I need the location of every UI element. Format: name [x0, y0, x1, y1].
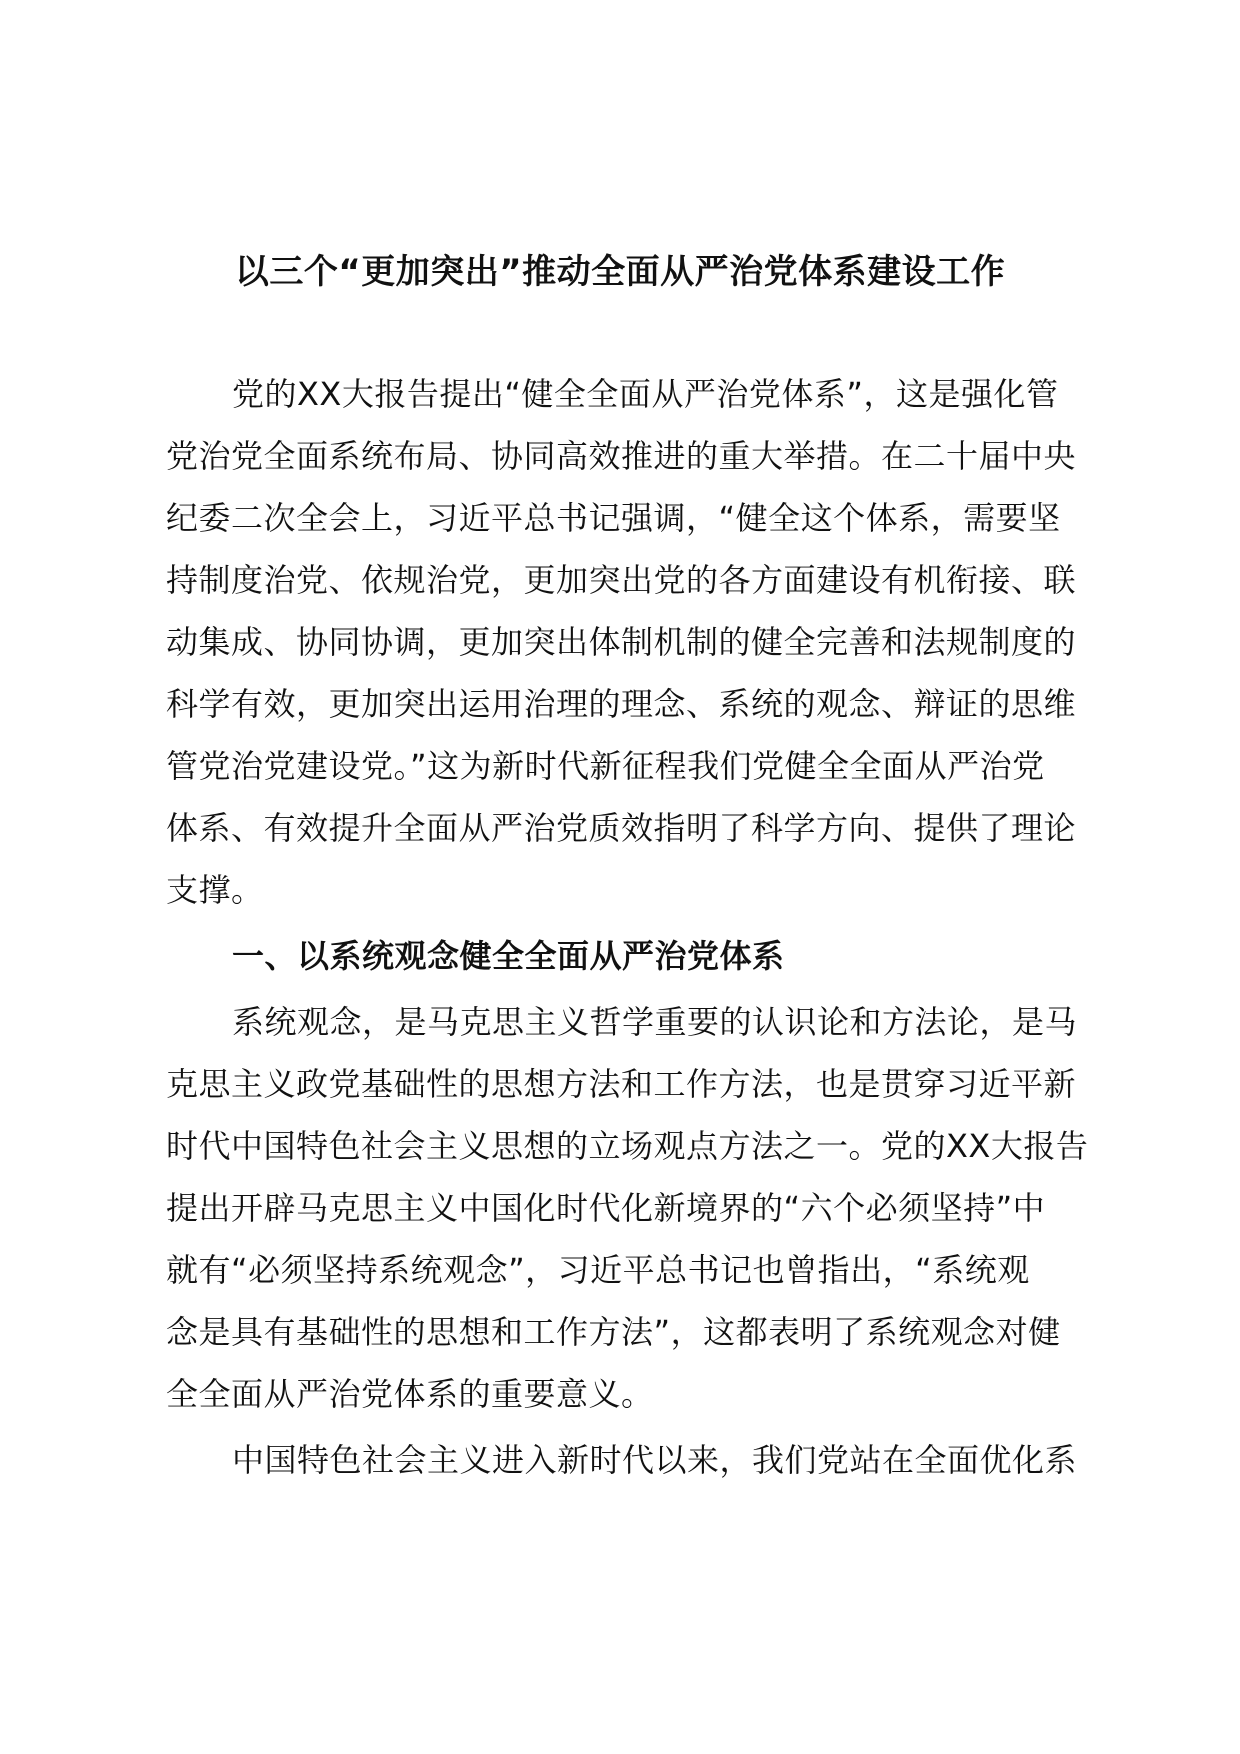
paragraph-2-line-1: 系统观念，是马克思主义哲学重要的认识论和方法论，是马 [232, 1003, 1078, 1041]
paragraph-1-line-8: 体系、有效提升全面从严治党质效指明了科学方向、提供了理论 [166, 809, 1077, 847]
paragraph-1-line-2: 党治党全面系统布局、协同高效推进的重大举措。在二十届中央 [166, 437, 1077, 475]
paragraph-1-line-4: 持制度治党、依规治党，更加突出党的各方面建设有机衔接、联 [166, 561, 1077, 599]
paragraph-1-line-1: 党的XX大报告提出“健全全面从严治党体系”，这是强化管 [232, 375, 1059, 413]
paragraph-2-line-3: 时代中国特色社会主义思想的立场观点方法之一。党的XX大报告 [166, 1127, 1089, 1165]
paragraph-2-line-4: 提出开辟马克思主义中国化时代化新境界的“六个必须坚持”中 [166, 1189, 1046, 1227]
section-heading-1: 一、以系统观念健全全面从严治党体系 [232, 937, 785, 975]
paragraph-1-line-9: 支撑。 [166, 871, 264, 909]
paragraph-1-line-7: 管党治党建设党。”这为新时代新征程我们党健全全面从严治党 [166, 747, 1045, 785]
paragraph-2-line-5: 就有“必须坚持系统观念”，习近平总书记也曾指出，“系统观 [166, 1251, 1030, 1289]
paragraph-2-line-6: 念是具有基础性的思想和工作方法”，这都表明了系统观念对健 [166, 1313, 1061, 1351]
paragraph-1-line-5: 动集成、协同协调，更加突出体制机制的健全完善和法规制度的 [166, 623, 1077, 661]
paragraph-2-line-2: 克思主义政党基础性的思想方法和工作方法，也是贯穿习近平新 [166, 1065, 1077, 1103]
paragraph-2-line-7: 全全面从严治党体系的重要意义。 [166, 1375, 654, 1413]
paragraph-1-line-3: 纪委二次全会上，习近平总书记强调，“健全这个体系，需要坚 [166, 499, 1061, 537]
paragraph-3-line-1: 中国特色社会主义进入新时代以来，我们党站在全面优化系 [232, 1441, 1078, 1479]
paragraph-1-line-6: 科学有效，更加突出运用治理的理念、系统的观念、辩证的思维 [166, 685, 1077, 723]
document-title: 以三个“更加突出”推动全面从严治党体系建设工作 [234, 252, 1006, 292]
